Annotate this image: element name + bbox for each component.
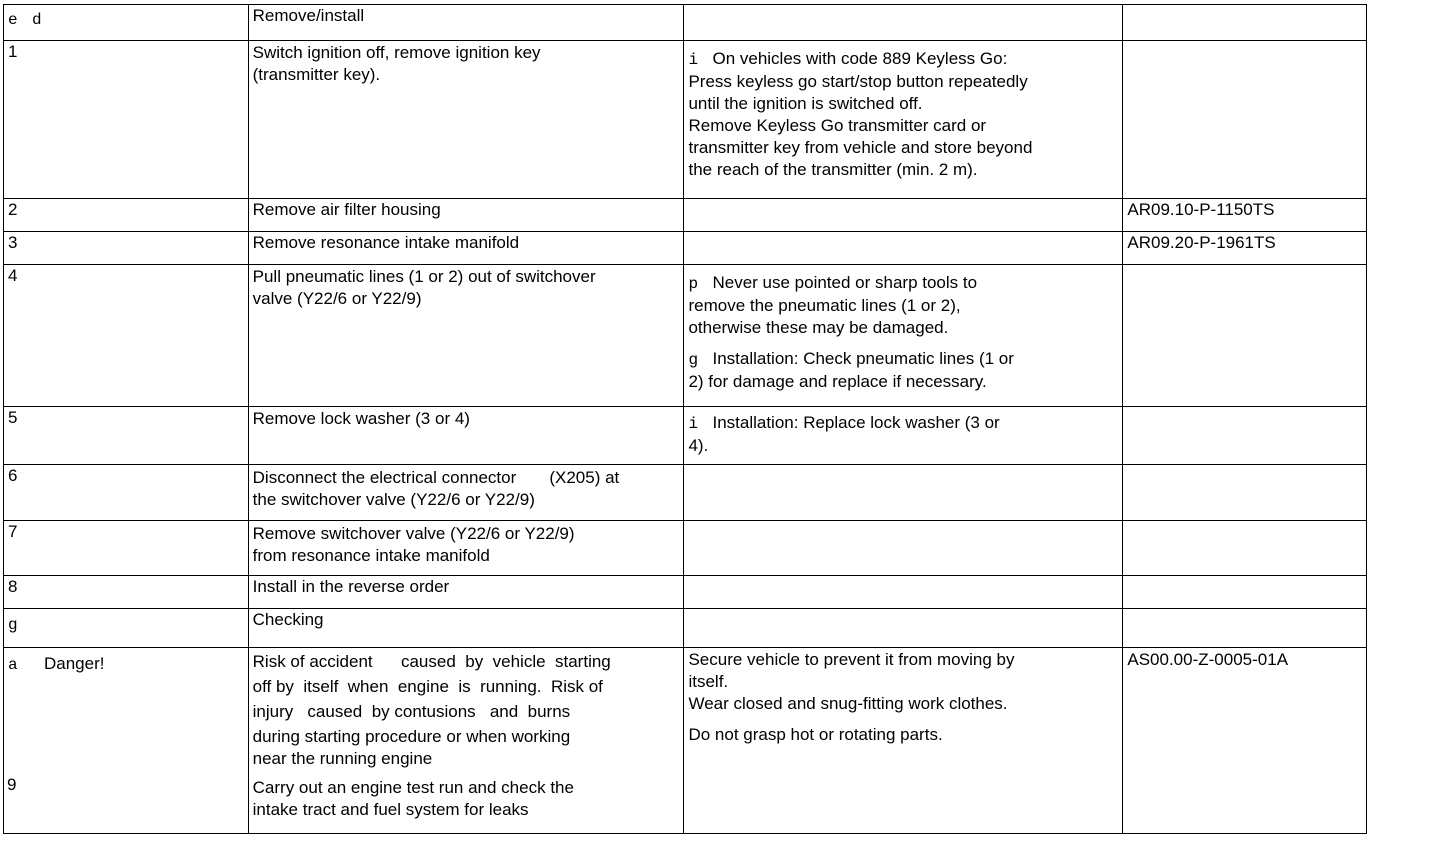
- step-cell: [4, 609, 249, 648]
- table-row: [4, 232, 1367, 265]
- danger-text: injury caused by contusions and burns: [252, 702, 571, 721]
- reference-cell: [1123, 5, 1367, 41]
- note-text: the reach of the transmitter (min. 2 m).: [688, 160, 978, 179]
- action-text: Install in the reverse order: [252, 577, 450, 596]
- action-text: intake tract and fuel system for leaks: [252, 800, 529, 819]
- reference-cell: [1123, 609, 1367, 648]
- step-number: 2: [4, 199, 249, 232]
- action-text: Remove air filter housing: [252, 200, 441, 219]
- table-row: [4, 521, 1367, 576]
- note-text: Never use pointed or sharp tools to: [712, 273, 978, 292]
- action-cell: [248, 648, 684, 834]
- action-cell: [248, 609, 684, 648]
- note-cell: [684, 265, 1123, 407]
- reference-cell: [1123, 265, 1367, 407]
- reference-cell: [1123, 407, 1367, 465]
- note-text: On vehicles with code 889 Keyless Go:: [712, 49, 1008, 68]
- note-text: until the ignition is switched off.: [688, 94, 923, 113]
- danger-label: Danger!: [44, 654, 105, 673]
- action-text: the switchover valve (Y22/6 or Y22/9): [252, 490, 535, 509]
- danger-text: during starting procedure or when working: [252, 727, 571, 746]
- table-row: [4, 41, 1367, 199]
- note-cell: [684, 232, 1123, 265]
- step-cell: [4, 648, 249, 834]
- action-text: Remove switchover valve (Y22/6 or Y22/9): [252, 524, 575, 543]
- installation-symbol: g: [688, 351, 699, 369]
- procedure-table: [3, 4, 1367, 834]
- action-cell: [248, 5, 684, 41]
- note-cell: [684, 41, 1123, 199]
- table-row: [4, 609, 1367, 648]
- note-cell: [684, 407, 1123, 465]
- note-text: 2) for damage and replace if necessary.: [688, 372, 987, 391]
- step-number: 1: [4, 41, 249, 199]
- danger-symbol: a: [8, 656, 18, 674]
- action-cell: [248, 265, 684, 407]
- action-cell: [248, 576, 684, 609]
- step-number: 3: [4, 232, 249, 265]
- note-text: Installation: Replace lock washer (3 or: [712, 413, 1000, 432]
- danger-text: near the running engine: [252, 749, 433, 768]
- note-cell: [684, 5, 1123, 41]
- note-symbol: e: [8, 11, 18, 29]
- action-text: Checking: [252, 610, 324, 629]
- action-cell: [248, 521, 684, 576]
- action-text: from resonance intake manifold: [252, 546, 490, 565]
- note-text: Do not grasp hot or rotating parts.: [688, 725, 943, 744]
- action-cell: [248, 465, 684, 521]
- table-row: [4, 265, 1367, 407]
- action-text: (transmitter key).: [252, 65, 381, 84]
- table-row: [4, 576, 1367, 609]
- action-text: Pull pneumatic lines (1 or 2) out of switchover: [252, 267, 596, 286]
- danger-text: Risk of accident caused by vehicle starting: [252, 652, 611, 671]
- note-cell: [684, 465, 1123, 521]
- danger-text: off by itself when engine is running. Risk of: [252, 677, 603, 696]
- table-row: [4, 465, 1367, 521]
- note-text: 4).: [688, 436, 709, 455]
- note-text: remove the pneumatic lines (1 or 2),: [688, 296, 961, 315]
- note-cell: [684, 521, 1123, 576]
- info-symbol: i: [688, 51, 699, 69]
- note-text: itself.: [688, 672, 729, 691]
- step-number: 6: [4, 465, 249, 521]
- table-row: [4, 648, 1367, 834]
- reference-cell: [1123, 41, 1367, 199]
- step-number: 5: [4, 407, 249, 465]
- action-text: Remove/install: [252, 6, 365, 25]
- note-text: Secure vehicle to prevent it from moving by: [688, 650, 1015, 669]
- table-row: [4, 5, 1367, 41]
- note-text: Press keyless go start/stop button repeatedly: [688, 72, 1028, 91]
- checking-symbol: g: [8, 616, 18, 634]
- action-text: Remove lock washer (3 or 4): [252, 409, 470, 428]
- note-symbol: d: [32, 11, 42, 29]
- note-cell: [684, 609, 1123, 648]
- reference-link[interactable]: AS00.00-Z-0005-01A: [1123, 648, 1367, 834]
- action-text: Switch ignition off, remove ignition key: [252, 43, 541, 62]
- reference-cell: [1123, 521, 1367, 576]
- action-cell: [248, 407, 684, 465]
- step-cell: [4, 5, 249, 41]
- note-cell: [684, 648, 1123, 834]
- reference-cell: [1123, 576, 1367, 609]
- action-cell: [248, 199, 684, 232]
- note-text: Wear closed and snug-fitting work clothes.: [688, 694, 1008, 713]
- step-number: 7: [4, 521, 249, 576]
- info-symbol: i: [688, 415, 699, 433]
- note-text: transmitter key from vehicle and store beyond: [688, 138, 1033, 157]
- action-text: Disconnect the electrical connector (X205) at: [252, 468, 620, 487]
- step-number: 8: [4, 576, 249, 609]
- caution-symbol: p: [688, 275, 699, 293]
- action-cell: [248, 41, 684, 199]
- procedure-table-container: [3, 4, 1367, 834]
- step-number: 9: [7, 775, 17, 794]
- action-text: Carry out an engine test run and check the: [252, 778, 574, 797]
- note-cell: [684, 199, 1123, 232]
- reference-link[interactable]: AR09.20-P-1961TS: [1123, 232, 1367, 265]
- reference-cell: [1123, 465, 1367, 521]
- note-text: Installation: Check pneumatic lines (1 or: [712, 349, 1014, 368]
- table-row: [4, 199, 1367, 232]
- note-cell: [684, 576, 1123, 609]
- action-text: valve (Y22/6 or Y22/9): [252, 289, 422, 308]
- note-text: Remove Keyless Go transmitter card or: [688, 116, 987, 135]
- step-number: 4: [4, 265, 249, 407]
- note-text: otherwise these may be damaged.: [688, 318, 949, 337]
- action-cell: [248, 232, 684, 265]
- table-row: [4, 407, 1367, 465]
- action-text: Remove resonance intake manifold: [252, 233, 520, 252]
- reference-link[interactable]: AR09.10-P-1150TS: [1123, 199, 1367, 232]
